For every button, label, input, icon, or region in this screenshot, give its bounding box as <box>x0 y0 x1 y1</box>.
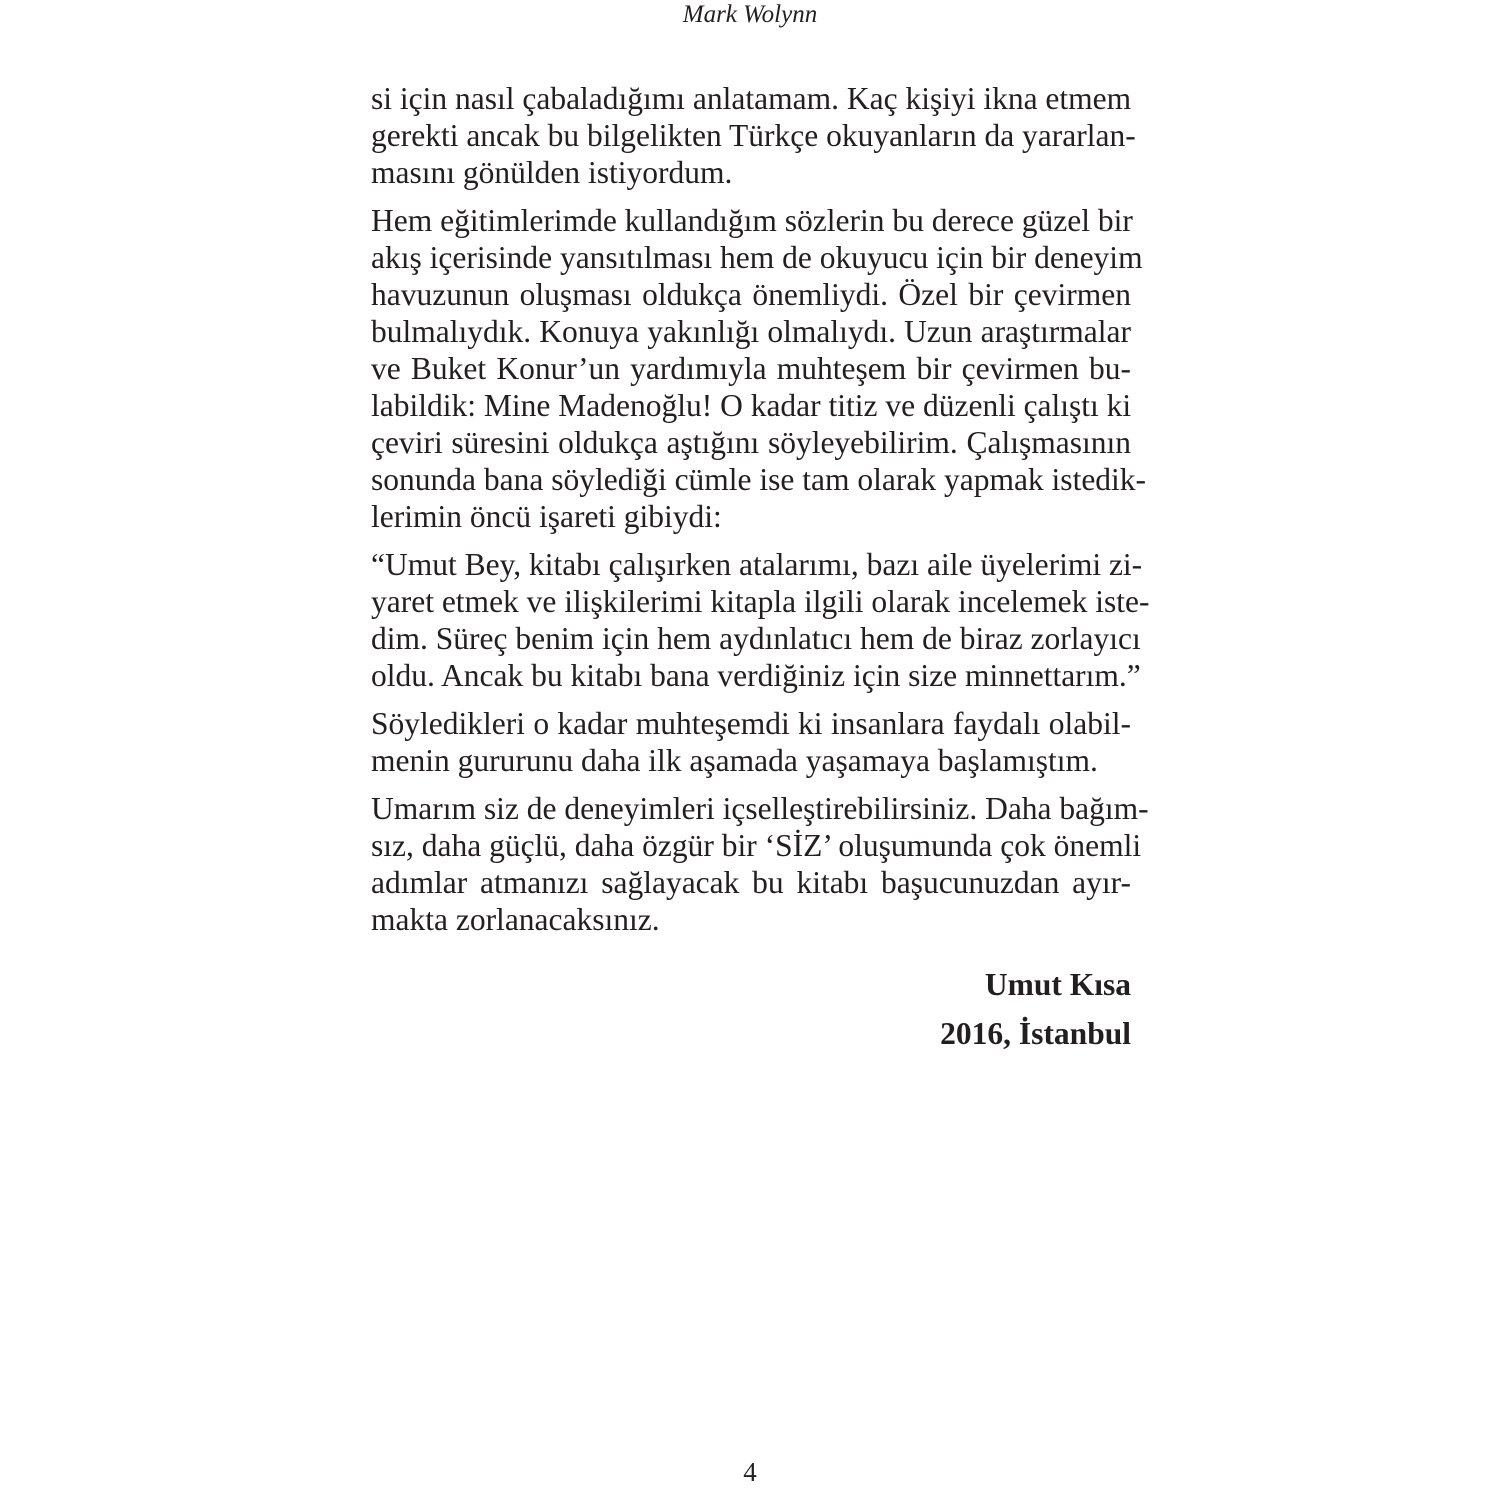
text-line: labildik: Mine Madenoğlu! O kadar titiz ve düzenli çalıştı ki <box>371 388 1132 423</box>
paragraph-5 <box>371 790 1149 938</box>
text-line: sonunda bana söylediği cümle ise tam olarak yapmak istedik- <box>371 462 1147 497</box>
text-line: Söyledikleri o kadar muhteşemdi ki insanlara faydalı olabil- <box>371 706 1131 741</box>
paragraph-4 <box>371 705 1131 779</box>
body-text <box>371 80 1150 949</box>
text-line: “Umut Bey, kitabı çalışırken atalarımı, bazı aile üyelerimi zi- <box>371 547 1143 582</box>
paragraph-1 <box>371 80 1136 191</box>
text-line: menin gururunu daha ilk aşamada yaşamaya başlamıştım. <box>371 743 1098 778</box>
text-line: Hem eğitimlerimde kullandığım sözlerin bu derece güzel bir <box>371 203 1133 238</box>
text-line: akış içerisinde yansıtılması hem de okuyucu için bir deneyim <box>371 240 1143 275</box>
text-line: makta zorlanacaksınız. <box>371 902 660 937</box>
text-line: Umarım siz de deneyimleri içselleştirebilirsiniz. Daha bağım- <box>371 791 1149 826</box>
signature-date-place: 2016, İstanbul <box>940 1016 1131 1051</box>
text-line: sız, daha güçlü, daha özgür bir ‘SİZ’ oluşumunda çok önemli <box>371 828 1142 863</box>
signature-name: Umut Kısa <box>984 967 1131 1002</box>
text-line: yaret etmek ve ilişkilerimi kitapla ilgili olarak incelemek iste- <box>371 584 1150 619</box>
paragraph-3-quote <box>371 546 1150 694</box>
text-line: lerimin öncü işareti gibiydi: <box>371 499 722 534</box>
text-line: dim. Süreç benim için hem aydınlatıcı hem de biraz zorlayıcı <box>371 621 1141 656</box>
page-number: 4 <box>743 1457 757 1487</box>
text-line: si için nasıl çabaladığımı anlatamam. Kaç kişiyi ikna etmem <box>371 81 1132 116</box>
text-line: masını gönülden istiyordum. <box>371 155 733 190</box>
text-line: oldu. Ancak bu kitabı bana verdiğiniz için size minnettarım.” <box>371 658 1141 693</box>
text-line: bulmalıydık. Konuya yakınlığı olmalıydı. Uzun araştırmalar <box>371 314 1131 349</box>
text-line: adımlar atmanızı sağlayacak bu kitabı başucunuzdan ayır- <box>371 865 1131 900</box>
text-line: havuzunun oluşması oldukça önemliydi. Özel bir çevirmen <box>371 277 1131 312</box>
text-line: çeviri süresini oldukça aştığını söyleyebilirim. Çalışmasının <box>371 425 1131 460</box>
text-line: ve Buket Konur’un yardımıyla muhteşem bir çevirmen bu- <box>371 351 1131 386</box>
text-line: gerekti ancak bu bilgelikten Türkçe okuyanların da yararlan- <box>371 118 1136 153</box>
running-header: Mark Wolynn <box>682 1 818 28</box>
paragraph-2 <box>371 202 1147 535</box>
